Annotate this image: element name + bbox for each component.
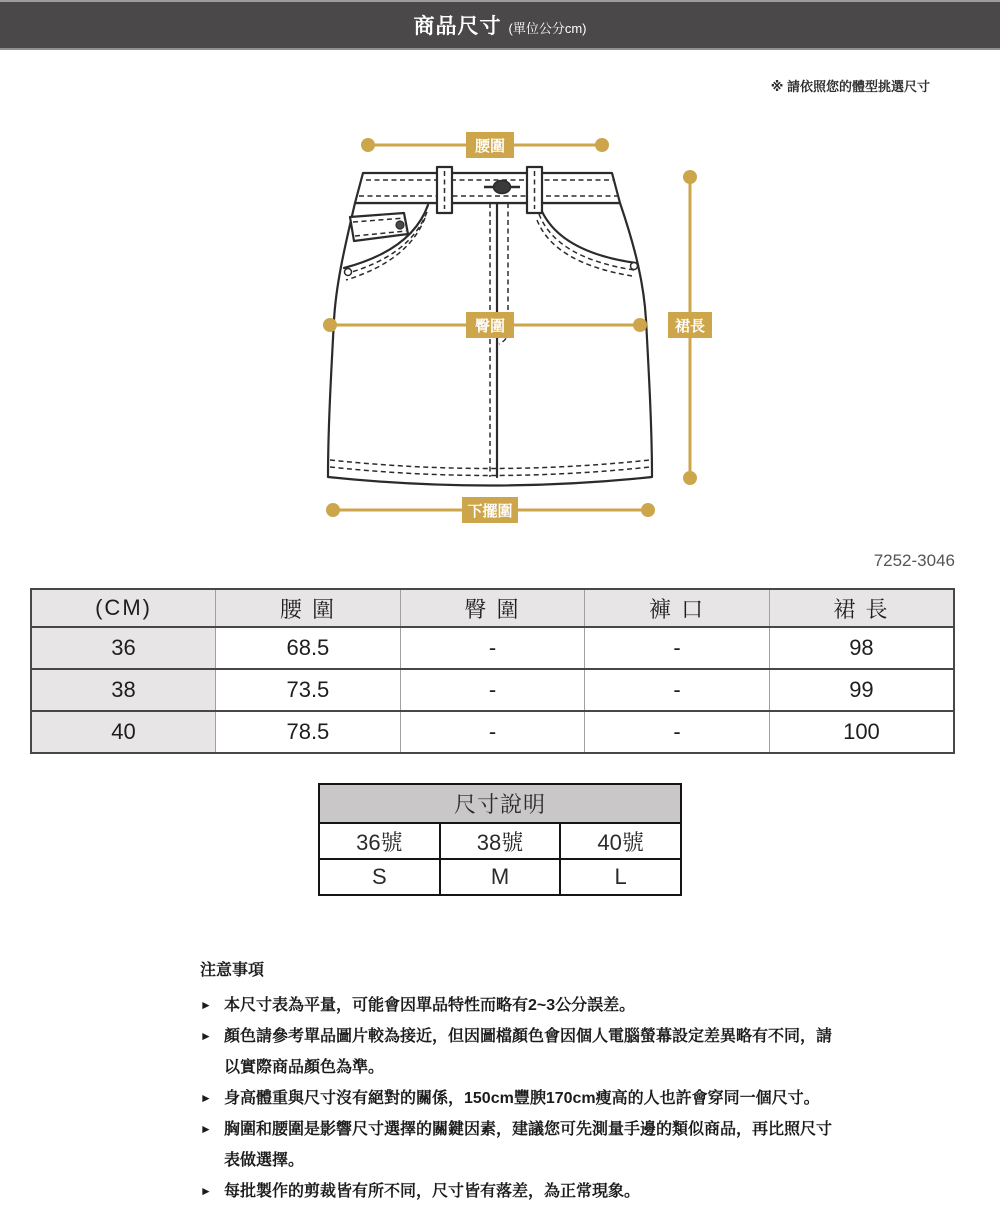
note-text: 每批製作的剪裁皆有所不同，尺寸皆有落差，為正常現象。 [224,1183,641,1200]
legend-letter-m: M [440,859,561,895]
page-title: 商品尺寸 [413,15,502,38]
measure-dot [683,471,697,485]
note-item [200,1021,840,1083]
arrow-bullet-icon: ► [200,1184,212,1198]
leg-opening-cell: - [585,627,770,669]
header-bar [0,0,1000,50]
legend-size-40: 40號 [560,823,681,859]
hip-cell: - [400,627,585,669]
waist-cell: 73.5 [216,669,401,711]
size-cell: 40 [31,711,216,753]
arrow-bullet-icon: ► [200,998,212,1012]
legend-title: 尺寸說明 [319,784,681,823]
table-row [31,711,954,753]
leg-opening-cell: - [585,669,770,711]
length-cell: 98 [769,627,954,669]
arrow-bullet-icon: ► [200,1122,212,1136]
size-legend-table [318,783,682,896]
length-label: 裙長 [674,318,706,335]
table-row [31,669,954,711]
note-text: 本尺寸表為平量，可能會因單品特性而略有2~3公分誤差。 [224,997,636,1014]
coin-pocket-rivet [396,221,404,229]
left-pocket-rivet [345,269,352,276]
arrow-bullet-icon: ► [200,1029,212,1043]
note-item [200,1114,840,1176]
measure-dot [641,503,655,517]
legend-letter-row [319,859,681,895]
legend-letter-s: S [319,859,440,895]
size-table [30,588,955,754]
legend-size-row [319,823,681,859]
legend-size-38: 38號 [440,823,561,859]
size-table-header-row [31,589,954,627]
note-item [200,1176,840,1207]
measure-dot [683,170,697,184]
hem-label: 下擺圍 [467,503,513,520]
size-table-header-leg-opening: 褲 口 [585,589,770,627]
length-cell: 99 [769,669,954,711]
length-cell: 100 [769,711,954,753]
size-cell: 36 [31,627,216,669]
skirt-diagram [320,120,720,540]
measure-dot [323,318,337,332]
waist-button [494,181,511,194]
right-pocket-rivet [631,263,638,270]
arrow-bullet-icon: ► [200,1091,212,1105]
unit-note: (單位公分cm) [508,20,587,36]
waist-cell: 78.5 [216,711,401,753]
waist-cell: 68.5 [216,627,401,669]
fit-tip: ※ 請依照您的體型挑選尺寸 [770,79,930,94]
hip-cell: - [400,711,585,753]
waist-label: 腰圍 [474,138,506,155]
notes-heading: 注意事項 [200,962,265,979]
measure-dot [633,318,647,332]
size-table-header-length: 裙 長 [769,589,954,627]
leg-opening-cell: - [585,711,770,753]
measure-dot [326,503,340,517]
note-text: 胸圍和腰圍是影響尺寸選擇的關鍵因素，建議您可先測量手邊的類似商品，再比照尺寸表做選擇。 [224,1121,833,1169]
legend-title-row [319,784,681,823]
hip-label: 臀圍 [474,318,506,335]
hip-cell: - [400,669,585,711]
table-row [31,627,954,669]
product-code: 7252-3046 [873,551,955,570]
note-item [200,990,840,1021]
note-text: 顏色請參考單品圖片較為接近，但因圖檔顏色會因個人電腦螢幕設定差異略有不同，請以實際商品顏色為準。 [224,1028,833,1076]
measure-dot [595,138,609,152]
note-item [200,1083,840,1114]
size-cell: 38 [31,669,216,711]
legend-letter-l: L [560,859,681,895]
note-text: 身高體重與尺寸沒有絕對的關係，150cm豐腴170cm瘦高的人也許會穿同一個尺寸。 [224,1090,820,1107]
size-table-header-waist: 腰 圍 [216,589,401,627]
notes-section [200,957,840,1207]
size-table-header-hip: 臀 圍 [400,589,585,627]
size-table-header-cm: (CM) [31,589,216,627]
legend-size-36: 36號 [319,823,440,859]
measure-dot [361,138,375,152]
